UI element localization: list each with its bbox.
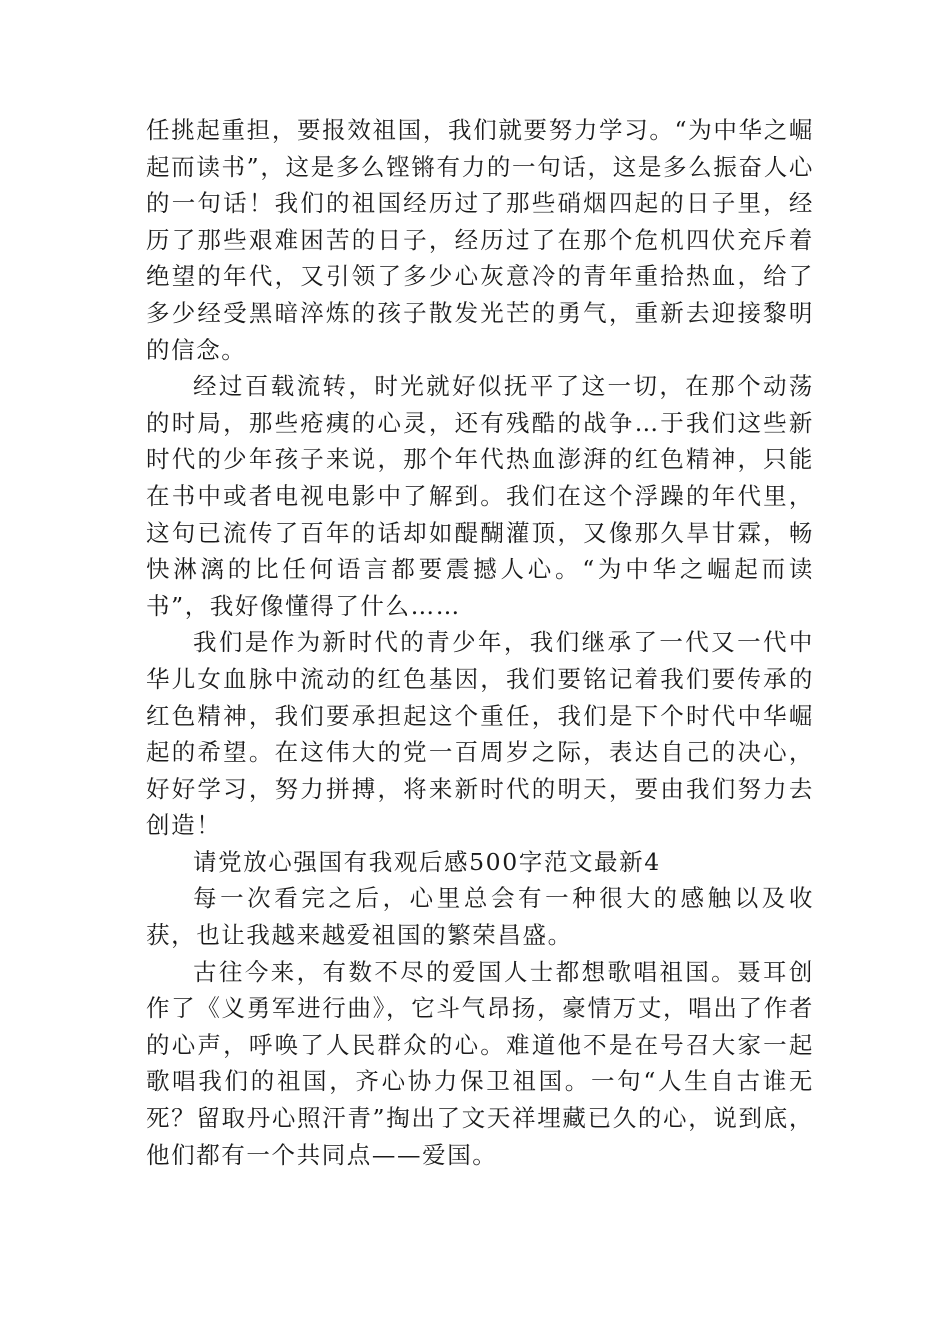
section-title: 请党放心强国有我观后感500字范文最新4	[193, 847, 661, 876]
document-body	[146, 112, 814, 1173]
paragraph-1: 任挑起重担，要报效祖国，我们就要努力学习。“为中华之崛起而读书”，这是多么铿锵有力的一句话，这是多么振奋人心的一句话！我们的祖国经历过了那些硝烟四起的日子里，经历了那些艰难困苦的日子，经历过了在那个危机四伏充斥着绝望的年代，又引领了多少心灰意冷的青年重拾热血，给了多少经受黑暗淬炼的孩子散发光芒的勇气，重新去迎接黎明的信念。	[146, 116, 814, 364]
paragraph-5: 古往今来，有数不尽的爱国人士都想歌唱祖国。聂耳创作了《义勇军进行曲》，它斗气昂扬，豪情万丈，唱出了作者的心声，呼唤了人民群众的心。难道他不是在号召大家一起歌唱我们的祖国，齐心协力保卫祖国。一句“人生自古谁无死？留取丹心照汗青”掏出了文天祥埋藏已久的心，说到底，他们都有一个共同点——爱国。	[146, 957, 814, 1169]
paragraph-4: 每一次看完之后，心里总会有一种很大的感触以及收获，也让我越来越爱祖国的繁荣昌盛。	[146, 884, 814, 950]
paragraph-2: 经过百载流转，时光就好似抚平了这一切，在那个动荡的时局，那些疮痍的心灵，还有残酷的战争…于我们这些新时代的少年孩子来说，那个年代热血澎湃的红色精神，只能在书中或者电视电影中了解到。我们在这个浮躁的年代里，这句已流传了百年的话却如醍醐灌顶，又像那久旱甘霖，畅快淋漓的比任何语言都要震撼人心。“为中华之崛起而读书”，我好像懂得了什么……	[146, 372, 814, 620]
paragraph-3: 我们是作为新时代的青少年，我们继承了一代又一代中华儿女血脉中流动的红色基因，我们要铭记着我们要传承的红色精神，我们要承担起这个重任，我们是下个时代中华崛起的希望。在这伟大的党一百周岁之际，表达自己的决心，好好学习，努力拼搏，将来新时代的明天，要由我们努力去创造！	[146, 628, 814, 840]
